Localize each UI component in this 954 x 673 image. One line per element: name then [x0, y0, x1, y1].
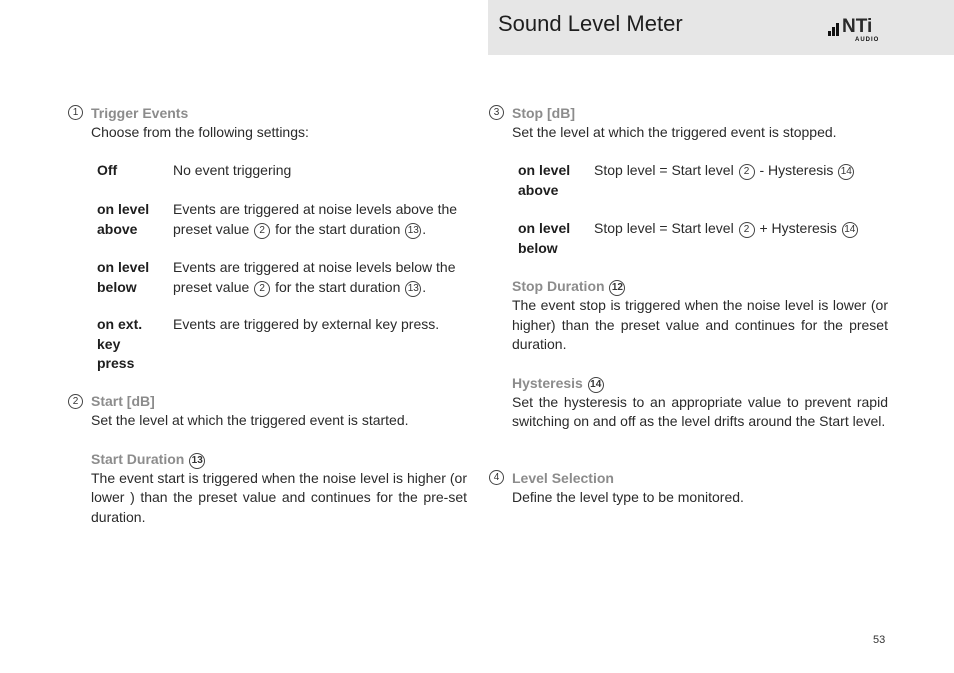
stop-duration-heading: Stop Duration 12: [512, 277, 888, 296]
ref-circle: 13: [189, 453, 205, 469]
option-term: on ext. key press: [97, 316, 143, 371]
level-selection-text: Define the level type to be monitored.: [512, 489, 744, 505]
start-db-text: Set the level at which the triggered event is started.: [91, 412, 409, 428]
section-number-4: 4: [489, 470, 504, 485]
option-desc: No event triggering: [173, 162, 292, 178]
ref-circle: 2: [739, 164, 755, 180]
trigger-events-section: [91, 104, 467, 143]
page-header: [488, 0, 954, 55]
start-db-section: [91, 392, 467, 527]
option-desc: Events are triggered by external key press.: [173, 316, 440, 332]
stop-db-section: [512, 104, 888, 143]
page-title: Sound Level Meter: [498, 11, 683, 36]
section-number-1: 1: [68, 105, 83, 120]
ref-circle: 2: [254, 223, 270, 239]
option-desc: Events are triggered at noise levels above the preset value 2 for the start duration 13 .: [173, 201, 458, 237]
option-term: on level above: [97, 201, 150, 237]
logo-sub-text: AUDIO: [855, 37, 880, 43]
option-term: on level below: [97, 259, 150, 295]
nti-audio-logo: [828, 17, 888, 43]
start-duration-heading: Start Duration 13: [91, 450, 467, 469]
option-term: on level above: [518, 162, 571, 198]
start-duration-text: The event start is triggered when the noise level is higher (or lower ) than the preset value and continues for the pre-set duration.: [91, 469, 467, 525]
ref-circle: 13: [405, 223, 421, 239]
stop-duration-text: The event stop is triggered when the noise level is lower (or higher) than the preset value and continues for the preset duration.: [512, 297, 888, 352]
stop-db-text: Set the level at which the triggered event is stopped.: [512, 124, 837, 140]
option-term: Off: [97, 162, 118, 178]
ref-circle: 2: [739, 222, 755, 238]
ref-circle: 14: [842, 222, 858, 238]
option-desc: Events are triggered at noise levels below the preset value 2 for the start duration 13 .: [173, 259, 456, 295]
start-db-heading: Start [dB]: [91, 393, 155, 409]
page-number: 53: [873, 634, 886, 646]
trigger-events-intro: Choose from the following settings:: [91, 124, 309, 140]
section-number-2: 2: [68, 394, 83, 409]
ref-circle: 14: [838, 164, 854, 180]
stop-db-heading: Stop [dB]: [512, 105, 575, 121]
logo-main-text: NTi: [842, 16, 873, 37]
logo-bars-icon: [828, 23, 841, 36]
option-desc: Stop level = Start level 2 + Hysteresis 14: [594, 219, 888, 239]
ref-circle: 2: [254, 281, 270, 297]
section-number-3: 3: [489, 105, 504, 120]
option-term: on level below: [518, 220, 571, 256]
stop-duration-section: [512, 277, 888, 432]
level-selection-section: [512, 469, 888, 508]
ref-circle: 13: [405, 281, 421, 297]
level-selection-heading: Level Selection: [512, 470, 614, 486]
ref-circle: 14: [588, 377, 604, 393]
trigger-events-heading: Trigger Events: [91, 105, 189, 121]
hysteresis-text: Set the hysteresis to an appropriate value to prevent rapid switching on and off as the level drifts around the Start level.: [512, 393, 888, 429]
ref-circle: 12: [609, 280, 625, 296]
hysteresis-heading: Hysteresis 14: [512, 374, 888, 393]
option-desc: Stop level = Start level 2 - Hysteresis 14: [594, 161, 888, 181]
